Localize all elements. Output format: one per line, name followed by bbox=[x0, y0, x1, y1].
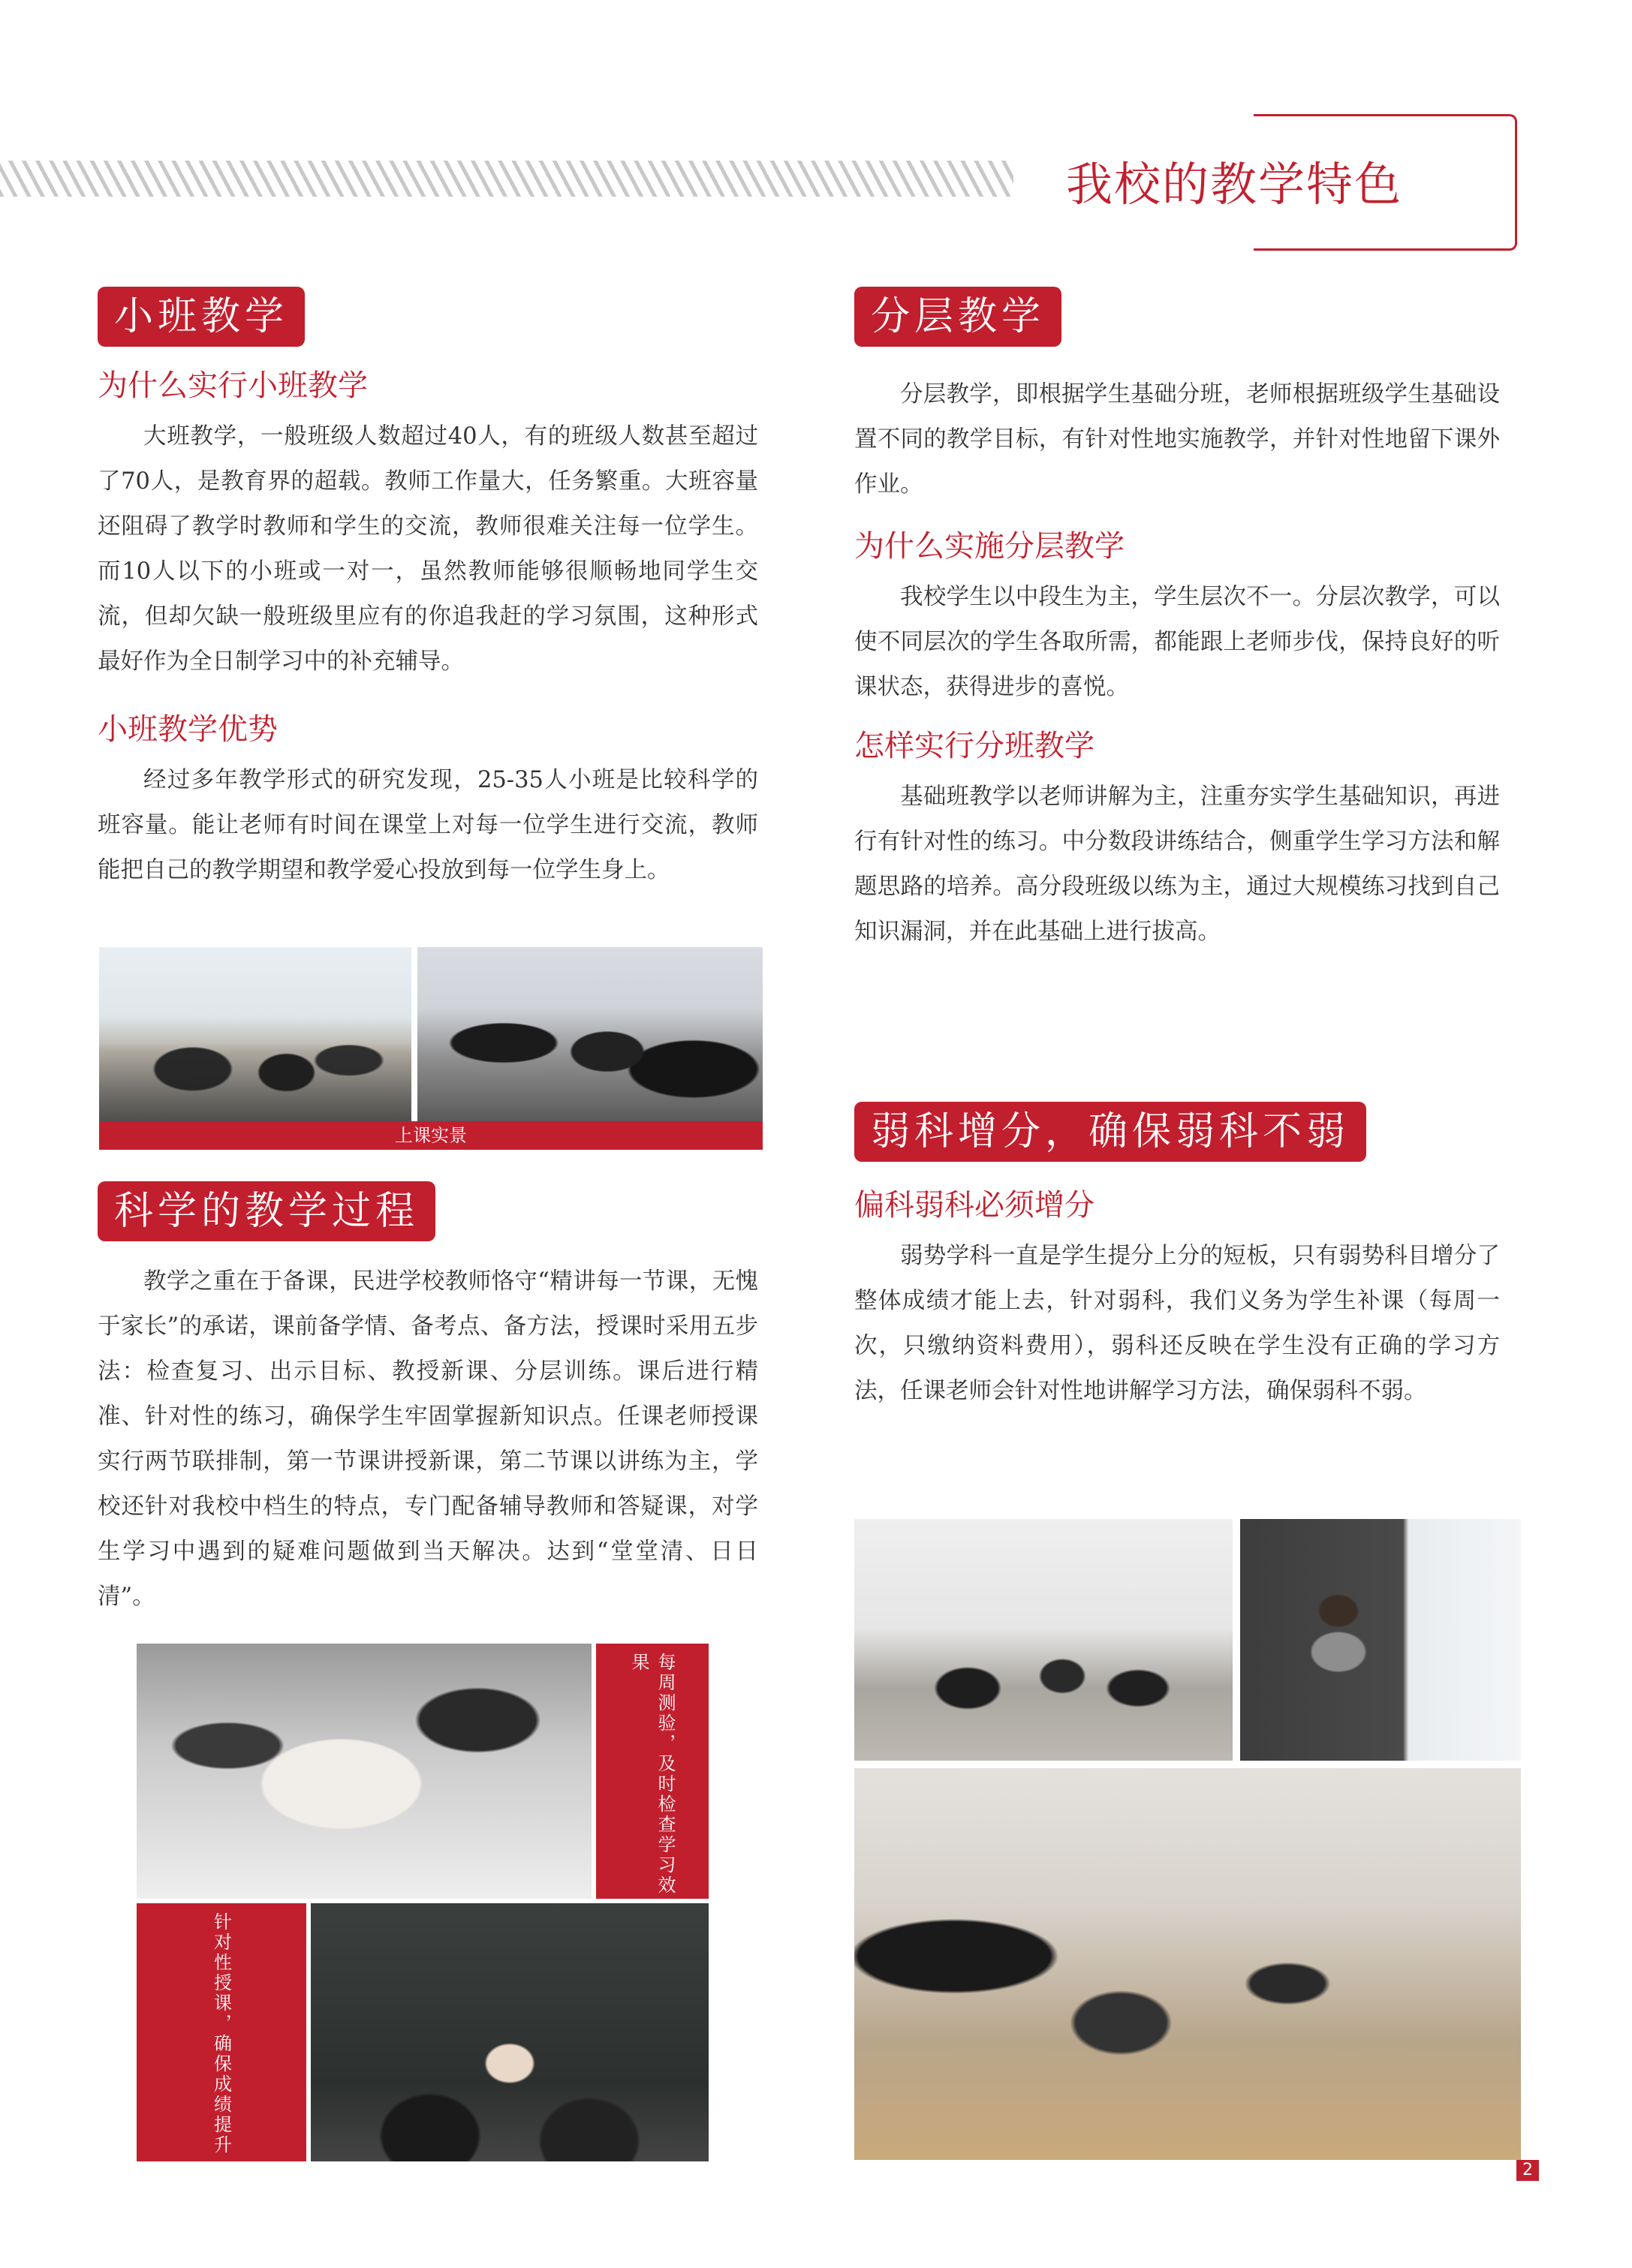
paragraph-why-tiered: 我校学生以中段生为主，学生层次不一。分层次教学，可以使不同层次的学生各取所需，都能跟上老师步伐，保持良好的听课状态，获得进步的喜悦。 bbox=[854, 584, 1500, 700]
paragraph-weak-subjects: 弱势学科一直是学生提分上分的短板，只有弱势科目增分了整体成绩才能上去，针对弱科，我们义务为学生补课（每周一次，只缴纳资料费用），弱科还反映在学生没有正确的学习方法，任课老师会针对性地讲解学习方法，确保弱科不弱。 bbox=[854, 1243, 1500, 1404]
header-stripes bbox=[0, 161, 1013, 197]
label-weekly-test: 每周测验，及时检查学习效果 bbox=[596, 1644, 709, 1899]
page-title: 我校的教学特色 bbox=[1066, 157, 1403, 212]
classroom-photo-2 bbox=[417, 947, 763, 1121]
students-writing-photo bbox=[137, 1644, 592, 1899]
subheading-why-small-class: 为什么实行小班教学 bbox=[98, 368, 368, 403]
paragraph-small-class-advantage: 经过多年教学形式的研究发现，25-35人小班是比较科学的班容量。能让老师有时间在课堂上对每一位学生进行交流，教师能把自己的教学期望和教学爱心投放到每一位学生身上。 bbox=[98, 767, 758, 883]
subheading-how-tiered: 怎样实行分班教学 bbox=[854, 729, 1095, 763]
paragraph-tiered-intro: 分层教学，即根据学生基础分班，老师根据班级学生基础设置不同的教学目标，有针对性地实施教学，并针对性地留下课外作业。 bbox=[854, 381, 1500, 498]
teacher-lecture-photo bbox=[1240, 1519, 1521, 1761]
exam-room-photo bbox=[854, 1519, 1233, 1761]
paragraph-how-tiered: 基础班教学以老师讲解为主，注重夯实学生基础知识，再进行有针对性的练习。中分数段讲练结合，侧重学生学习方法和解题思路的培养。高分段班级以练为主，通过大规模练习找到自己知识漏洞，并在此基础上进行拔高。 bbox=[854, 784, 1500, 945]
page-number: 2 bbox=[1516, 2160, 1539, 2181]
photo-caption: 上课实景 bbox=[99, 1121, 763, 1150]
paragraph-small-class-why: 大班教学，一般班级人数超过40人，有的班级人数甚至超过了70人，是教育界的超载。教师工作量大，任务繁重。大班容量还阻碍了教学时教师和学生的交流，教师很难关注每一位学生。而10人以下的小班或一对一，虽然教师能够很顺畅地同学生交流，但却欠缺一般班级里应有的你追我赶的学习氛围，这种形式最好作为全日制学习中的补充辅导。 bbox=[98, 423, 758, 675]
section-heading-weak-subjects: 弱科增分，确保弱科不弱 bbox=[854, 1102, 1366, 1162]
students-exam-photo bbox=[854, 1768, 1521, 2160]
subheading-small-class-advantage: 小班教学优势 bbox=[98, 712, 278, 747]
subheading-why-tiered: 为什么实施分层教学 bbox=[854, 529, 1125, 564]
section-heading-tiered: 分层教学 bbox=[854, 287, 1061, 347]
label-targeted-teaching: 针对性授课，确保成绩提升 bbox=[137, 1903, 306, 2161]
teacher-blackboard-photo bbox=[311, 1903, 709, 2161]
paragraph-teaching-process: 教学之重在于备课，民进学校教师恪守“精讲每一节课，无愧于家长”的承诺，课前备学情、备考点、备方法，授课时采用五步法：检查复习、出示目标、教授新课、分层训练。课后进行精准、针对性的练习，确保学生牢固掌握新知识点。任课老师授课实行两节联排制，第一节课讲授新课，第二节课以讲练为主，学校还针对我校中档生的特点，专门配备辅导教师和答疑课，对学生学习中遇到的疑难问题做到当天解决。达到“堂堂清、日日清”。 bbox=[98, 1268, 758, 1610]
section-heading-small-class: 小班教学 bbox=[98, 287, 305, 347]
subheading-weak-subjects: 偏科弱科必须增分 bbox=[854, 1188, 1095, 1223]
section-heading-teaching-process: 科学的教学过程 bbox=[98, 1181, 435, 1241]
classroom-photo-1 bbox=[99, 947, 411, 1121]
